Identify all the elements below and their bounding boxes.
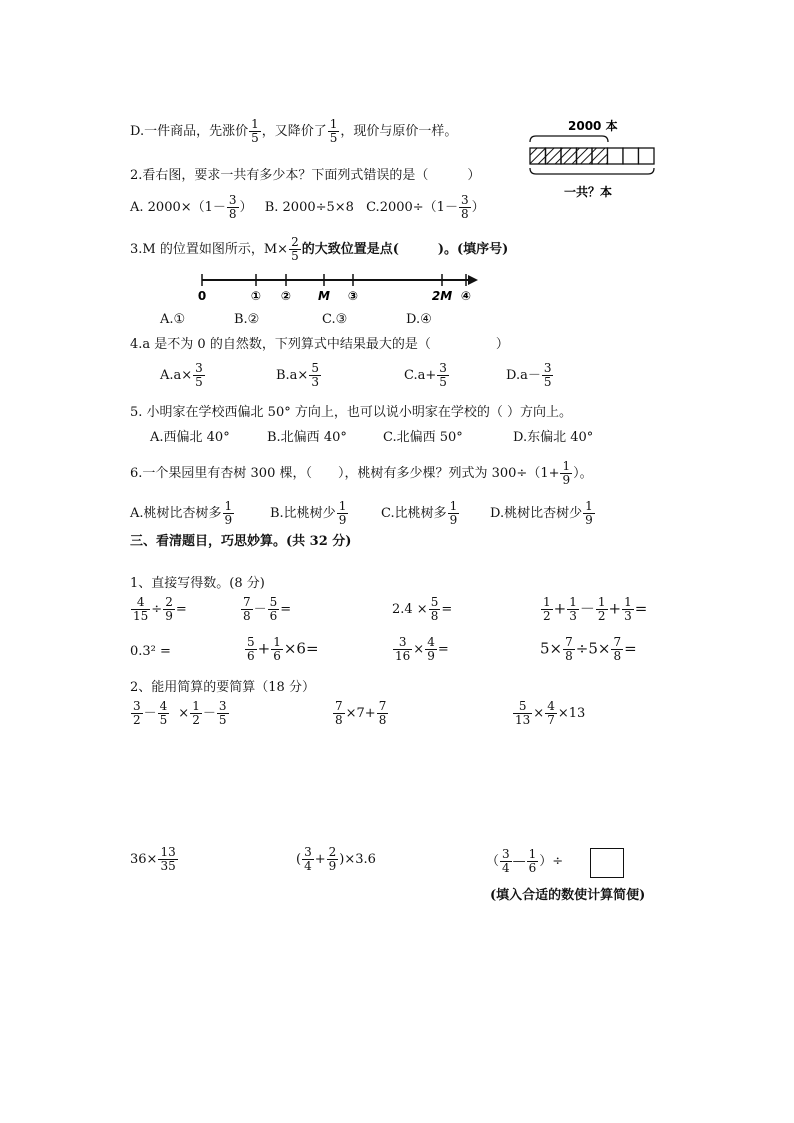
q2-stem: 2.看右图，要求一共有多少本？下面列式错误的是（ ） <box>130 168 481 183</box>
fraction: $\frac{1}{9}$ <box>585 499 593 527</box>
q4-option-d[interactable]: D.a－ $\frac{3}{5}$ <box>506 361 552 389</box>
q6-stem: 6.一个果园里有杏树 300 棵，（ ），桃树有多少棵？列式为 300÷（1+ $\frac{1}{9}$ ）。 <box>130 459 593 487</box>
calc2-e6: （ $\frac{3}{4}$ — $\frac{1}{6}$ ）÷ <box>486 847 564 875</box>
q6-option-a[interactable]: A.桃树比杏树多 $\frac{1}{9}$ <box>130 499 233 527</box>
number-line-tick-label: 2M <box>431 289 453 303</box>
q6-option-b[interactable]: B.比桃树少 $\frac{1}{9}$ <box>270 499 347 527</box>
calc-r1c1: $\frac{4}{15}$ ÷ $\frac{2}{9}$ = <box>133 595 187 623</box>
fraction: $\frac{1}{5}$ <box>329 117 338 145</box>
fraction: $\frac{1}{9}$ <box>224 499 233 527</box>
q4-option-a[interactable]: A.a× $\frac{3}{5}$ <box>160 361 203 389</box>
sub2-title: 2、能用简算的要简算（18 分） <box>130 680 315 695</box>
number-line <box>190 270 490 306</box>
calc-r1c3: 2.4 × $\frac{5}{8}$ = <box>392 595 453 623</box>
fraction: $\frac{1}{9}$ <box>562 459 571 487</box>
fraction: $\frac{3}{8}$ <box>228 193 237 221</box>
fraction: $\frac{3}{5}$ <box>543 361 552 389</box>
calc-r1c2: $\frac{7}{8}$ － $\frac{5}{6}$ = <box>243 595 292 623</box>
calc-r2c3: $\frac{3}{16}$ × $\frac{4}{9}$ = <box>395 635 449 663</box>
number-line-tick-label: 0 <box>197 289 207 303</box>
calc-r2c1: 0.3² = <box>130 644 171 659</box>
q3-option-d[interactable]: D.④ <box>406 312 432 327</box>
number-line-tick-label: M <box>318 289 330 303</box>
q1-option-d: D.一件商品，先涨价 $\frac{1}{5}$ ，又降价了 $\frac{1}{5}$ ，现价与原价一样。 <box>130 117 458 145</box>
q4-option-b[interactable]: B.a× $\frac{5}{3}$ <box>276 361 319 389</box>
fraction: $\frac{1}{5}$ <box>251 117 259 145</box>
empty-box <box>639 148 655 164</box>
q6-option-c[interactable]: C.比桃树多 $\frac{1}{9}$ <box>381 499 458 527</box>
shaded-box <box>561 148 577 164</box>
empty-box <box>608 148 624 164</box>
q3-option-c[interactable]: C.③ <box>322 312 348 327</box>
q3-stem: 3.M 的位置如图所示，M× $\frac{2}{5}$ 的大致位置是点( )。(填序号) <box>130 235 509 263</box>
q5-stem: 5. 小明家在学校西偏北 50° 方向上，也可以说小明家在学校的（ ）方向上。 <box>130 405 572 420</box>
calc2-e2: $\frac{7}{8}$ ×7+ $\frac{7}{8}$ <box>335 699 387 727</box>
calc-r2c2: $\frac{5}{6}$ + $\frac{1}{6}$ ×6= <box>247 635 319 663</box>
figure-top-label: 2000 本 <box>568 119 618 133</box>
sub1-title: 1、直接写得数。(8 分) <box>130 576 265 591</box>
calc2-e4: 36× $\frac{13}{35}$ <box>130 845 176 873</box>
q2-options: A. 2000×（1－ $\frac{3}{8}$ ） B. 2000÷5×8 C.2000÷（1－ $\frac{3}{8}$ ） <box>130 193 485 221</box>
fraction: $\frac{1}{9}$ <box>338 499 347 527</box>
calc-r1c4: $\frac{1}{2}$ + $\frac{1}{3}$ － $\frac{1}{2}$ + $\frac{1}{3}$ = <box>543 595 648 623</box>
answer-box[interactable] <box>590 848 624 878</box>
q5-option-c[interactable]: C.北偏西 50° <box>383 430 463 445</box>
q3-option-b[interactable]: B.② <box>234 312 260 327</box>
number-line-tick-label: ③ <box>347 289 359 303</box>
calc2-e1: $\frac{3}{2}$ － $\frac{4}{5}$ × $\frac{1}{2}$ － $\frac{3}{5}$ <box>133 699 227 727</box>
shaded-box <box>592 148 608 164</box>
q5-option-b[interactable]: B.北偏西 40° <box>267 430 347 445</box>
fraction: $\frac{1}{9}$ <box>449 499 458 527</box>
number-line-tick-label: ① <box>250 289 262 303</box>
number-line-tick-label: ② <box>280 289 292 303</box>
calc2-e3: $\frac{5}{13}$ × $\frac{4}{7}$ ×13 <box>515 699 586 727</box>
q4-option-c[interactable]: C.a+ $\frac{3}{5}$ <box>404 361 447 389</box>
figure-bottom-label: 一共？本 <box>564 185 613 199</box>
q1d-label: D.一件商品，先涨价 <box>130 124 249 139</box>
shaded-box <box>546 148 562 164</box>
shaded-box <box>577 148 593 164</box>
bar-boxes <box>530 148 654 164</box>
fraction: $\frac{3}{5}$ <box>195 361 203 389</box>
number-line-tick-label: ④ <box>460 289 472 303</box>
section3-title: 三、看清题目，巧思妙算。(共 32 分) <box>130 534 352 549</box>
q3-option-a[interactable]: A.① <box>160 312 186 327</box>
answer-hint: (填入合适的数使计算简便) <box>490 888 646 903</box>
bar-diagram <box>524 118 664 204</box>
fraction: $\frac{3}{8}$ <box>460 193 469 221</box>
shaded-box <box>530 148 546 164</box>
calc2-e5: ( $\frac{3}{4}$ + $\frac{2}{9}$ )×3.6 <box>296 845 376 873</box>
fraction: $\frac{5}{3}$ <box>311 361 319 389</box>
q6-option-d[interactable]: D.桃树比杏树少 $\frac{1}{9}$ <box>490 499 593 527</box>
fraction: $\frac{3}{5}$ <box>439 361 447 389</box>
empty-box <box>623 148 639 164</box>
q4-stem: 4.a 是不为 0 的自然数，下列算式中结果最大的是（ ） <box>130 337 509 352</box>
q5-option-a[interactable]: A.西偏北 40° <box>150 430 230 445</box>
calc-r2c4: 5× $\frac{7}{8}$ ÷5× $\frac{7}{8}$ = <box>540 635 637 663</box>
q5-option-d[interactable]: D.东偏北 40° <box>513 430 594 445</box>
fraction: $\frac{2}{5}$ <box>291 235 299 263</box>
